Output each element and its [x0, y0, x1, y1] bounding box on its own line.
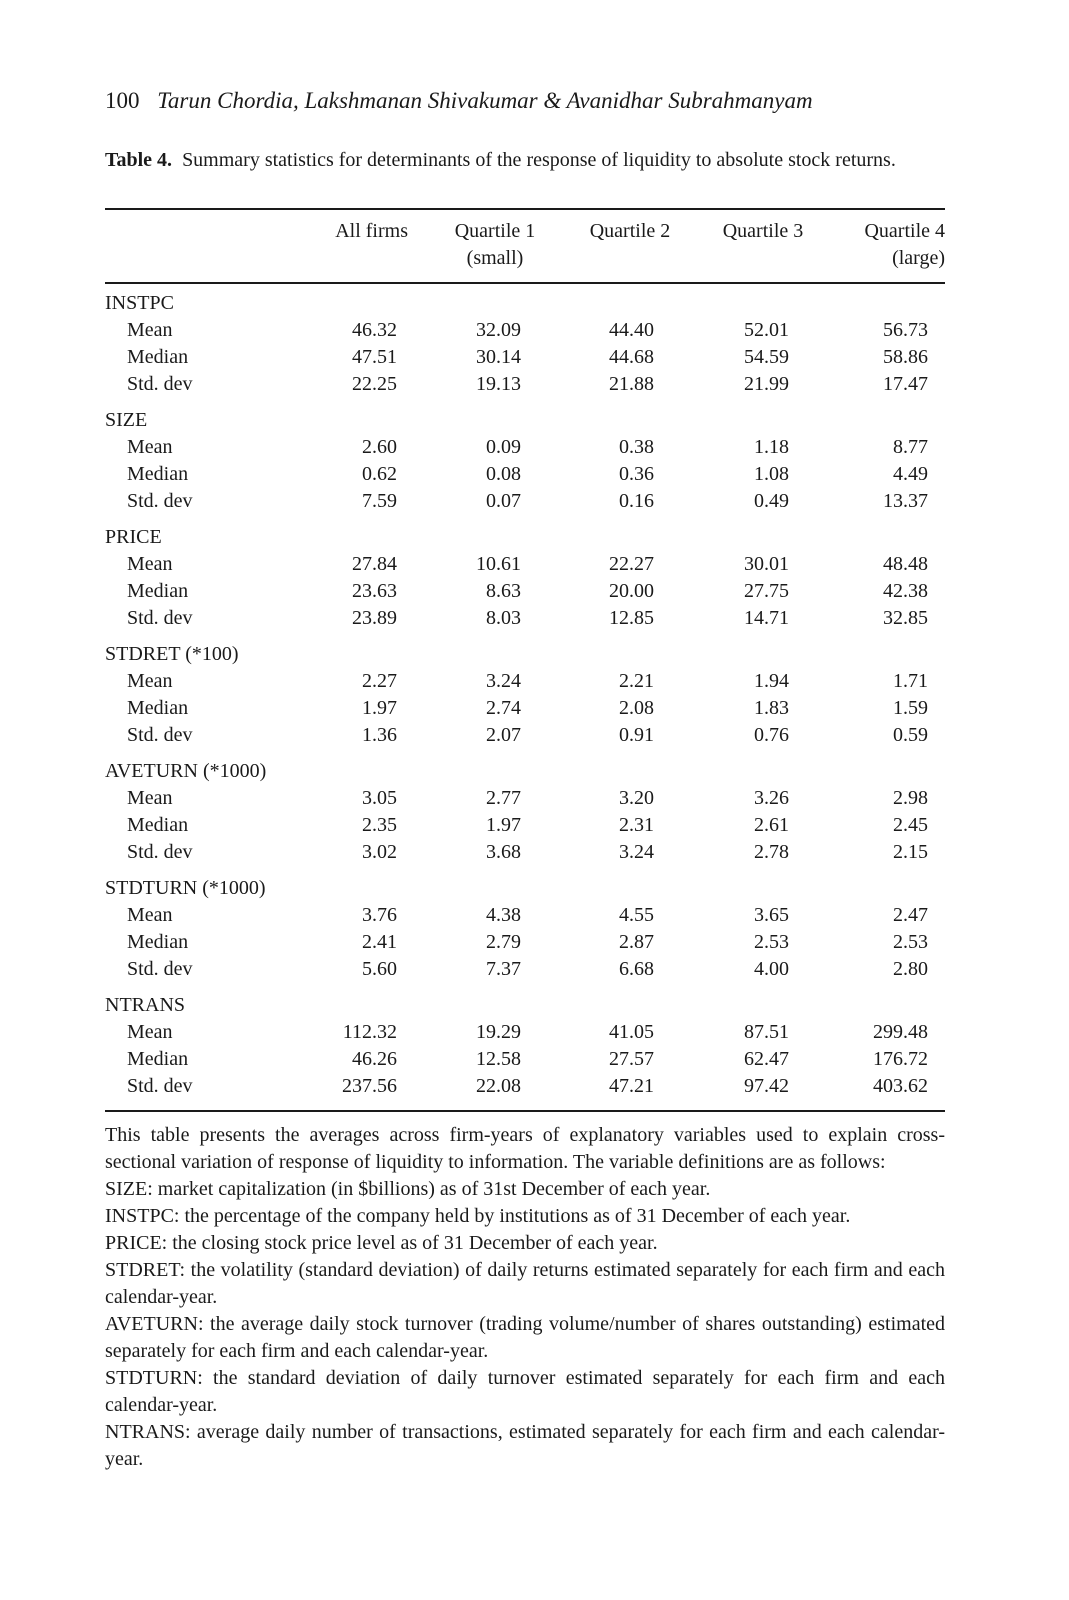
table-cell: 0.36: [619, 463, 654, 485]
table-cell: 2.08: [619, 697, 654, 719]
table-row: [105, 956, 945, 983]
table-row: [105, 668, 945, 695]
statistic-label: Std. dev: [127, 373, 193, 395]
table-row: [105, 344, 945, 371]
table-cell: 1.97: [486, 814, 521, 836]
column-header-line2: (small): [466, 247, 524, 269]
statistic-label: Mean: [127, 904, 173, 926]
table-cell: 20.00: [609, 580, 654, 602]
variable-group: [105, 524, 945, 632]
variable-group: [105, 758, 945, 866]
statistic-label: Mean: [127, 319, 173, 341]
table-cell: 3.24: [619, 841, 654, 863]
table-body: [105, 290, 945, 1100]
table-cell: 5.60: [362, 958, 397, 980]
table-cell: 3.65: [754, 904, 789, 926]
variable-name: PRICE: [105, 526, 162, 548]
table-cell: 19.29: [476, 1021, 521, 1043]
note-paragraph: This table presents the averages across firm-years of explanatory variables used to explain cross-sectional variation of response of liquidity to information. The variable definitions are as follows:: [105, 1124, 945, 1173]
table-cell: 2.31: [619, 814, 654, 836]
variable-group: [105, 992, 945, 1100]
table-cell: 7.59: [362, 490, 397, 512]
table-cell: 32.85: [883, 607, 928, 629]
table-cell: 12.58: [476, 1048, 521, 1070]
table-cell: 6.68: [619, 958, 654, 980]
table-cell: 0.38: [619, 436, 654, 458]
table-cell: 12.85: [609, 607, 654, 629]
table-cell: 1.59: [893, 697, 928, 719]
table-cell: 21.99: [744, 373, 789, 395]
table-cell: 47.21: [609, 1075, 654, 1097]
table-row: [105, 1046, 945, 1073]
table-cell: 2.79: [486, 931, 521, 953]
variable-name: INSTPC: [105, 292, 174, 314]
table-cell: 3.05: [362, 787, 397, 809]
table-row: [105, 461, 945, 488]
variable-group: [105, 290, 945, 398]
column-header: [575, 218, 685, 245]
statistic-label: Std. dev: [127, 958, 193, 980]
statistic-label: Mean: [127, 436, 173, 458]
table-cell: 2.61: [754, 814, 789, 836]
variable-name: STDRET (*100): [105, 643, 239, 665]
table-cell: 17.47: [883, 373, 928, 395]
table-cell: 403.62: [873, 1075, 928, 1097]
table-cell: 27.84: [352, 553, 397, 575]
table-cell: 58.86: [883, 346, 928, 368]
table-top-rule: [105, 208, 945, 210]
table-cell: 48.48: [883, 553, 928, 575]
column-header-line1: All firms: [335, 220, 408, 242]
statistic-label: Median: [127, 697, 189, 719]
table-cell: 1.97: [362, 697, 397, 719]
table-cell: 2.77: [486, 787, 521, 809]
table-row: [105, 695, 945, 722]
table-row: [105, 488, 945, 515]
table-cell: 21.88: [609, 373, 654, 395]
table-cell: 1.36: [362, 724, 397, 746]
table-cell: 41.05: [609, 1021, 654, 1043]
table-cell: 2.15: [893, 841, 928, 863]
table-cell: 1.18: [754, 436, 789, 458]
table-cell: 0.08: [486, 463, 521, 485]
table-cell: 46.32: [352, 319, 397, 341]
note-paragraph: PRICE: the closing stock price level as of 31 December of each year.: [105, 1232, 658, 1254]
table-cell: 8.77: [893, 436, 928, 458]
table-row: [105, 929, 945, 956]
table-row: [105, 785, 945, 812]
table-cell: 0.16: [619, 490, 654, 512]
table-row: [105, 578, 945, 605]
page-number: 100: [105, 88, 140, 113]
note-paragraph: STDRET: the volatility (standard deviation) of daily returns estimated separately for each firm and each calendar-year.: [105, 1259, 945, 1308]
table-cell: 2.53: [754, 931, 789, 953]
table-cell: 2.21: [619, 670, 654, 692]
table-cell: 10.61: [476, 553, 521, 575]
table-cell: 44.40: [609, 319, 654, 341]
table-cell: 1.83: [754, 697, 789, 719]
table-cell: 22.25: [352, 373, 397, 395]
table-cell: 56.73: [883, 319, 928, 341]
table-cell: 54.59: [744, 346, 789, 368]
column-header: [440, 218, 550, 272]
column-header-line1: Quartile 2: [589, 220, 671, 242]
column-header-line1: Quartile 3: [722, 220, 804, 242]
column-header: [708, 218, 818, 245]
statistic-label: Std. dev: [127, 724, 193, 746]
column-header: [835, 218, 945, 272]
header-rule: [105, 282, 945, 284]
caption-text: Summary statistics for determinants of the response of liquidity to absolute stock returns.: [182, 149, 896, 171]
table-cell: 4.38: [486, 904, 521, 926]
table-cell: 27.75: [744, 580, 789, 602]
statistic-label: Mean: [127, 1021, 173, 1043]
statistic-label: Std. dev: [127, 490, 193, 512]
table-cell: 2.80: [893, 958, 928, 980]
table-row: [105, 1073, 945, 1100]
table-cell: 8.63: [486, 580, 521, 602]
author-line: Tarun Chordia, Lakshmanan Shivakumar & Avanidhar Subrahmanyam: [157, 88, 813, 113]
table-row: [105, 812, 945, 839]
note-paragraph: SIZE: market capitalization (in $billions) as of 31st December of each year.: [105, 1178, 711, 1200]
table-cell: 1.94: [754, 670, 789, 692]
variable-group: [105, 641, 945, 749]
statistic-label: Std. dev: [127, 1075, 193, 1097]
table-cell: 8.03: [486, 607, 521, 629]
table-cell: 2.41: [362, 931, 397, 953]
table-cell: 0.09: [486, 436, 521, 458]
table-cell: 13.37: [883, 490, 928, 512]
table-cell: 2.87: [619, 931, 654, 953]
statistic-label: Mean: [127, 670, 173, 692]
table-cell: 4.49: [893, 463, 928, 485]
running-head: [105, 86, 813, 116]
table-row: [105, 605, 945, 632]
table-cell: 1.08: [754, 463, 789, 485]
table-cell: 2.60: [362, 436, 397, 458]
table-cell: 237.56: [342, 1075, 397, 1097]
note-paragraph: STDTURN: the standard deviation of daily turnover estimated separately for each firm and each calendar-year.: [105, 1367, 945, 1416]
table-cell: 62.47: [744, 1048, 789, 1070]
table-cell: 23.63: [352, 580, 397, 602]
statistic-label: Std. dev: [127, 607, 193, 629]
table-bottom-rule: [105, 1110, 945, 1112]
variable-group: [105, 407, 945, 515]
table-cell: 0.59: [893, 724, 928, 746]
table-cell: 22.27: [609, 553, 654, 575]
table-cell: 2.47: [893, 904, 928, 926]
note-paragraph: NTRANS: average daily number of transactions, estimated separately for each firm and each calendar-year.: [105, 1421, 945, 1470]
table-caption: [105, 147, 945, 174]
table-cell: 0.49: [754, 490, 789, 512]
table-cell: 87.51: [744, 1021, 789, 1043]
table-cell: 97.42: [744, 1075, 789, 1097]
table-cell: 46.26: [352, 1048, 397, 1070]
statistic-label: Median: [127, 463, 189, 485]
table-cell: 2.53: [893, 931, 928, 953]
variable-name: SIZE: [105, 409, 148, 431]
table-notes: [105, 1122, 945, 1473]
table-cell: 47.51: [352, 346, 397, 368]
table-cell: 52.01: [744, 319, 789, 341]
table-row: [105, 839, 945, 866]
table-label: Table 4.: [105, 149, 173, 171]
variable-group: [105, 875, 945, 983]
statistic-label: Median: [127, 814, 189, 836]
note-paragraph: INSTPC: the percentage of the company held by institutions as of 31 December of each year.: [105, 1205, 851, 1227]
table-cell: 3.24: [486, 670, 521, 692]
table-cell: 4.00: [754, 958, 789, 980]
table-cell: 112.32: [342, 1021, 397, 1043]
statistic-label: Median: [127, 1048, 189, 1070]
table-cell: 2.27: [362, 670, 397, 692]
table-cell: 23.89: [352, 607, 397, 629]
table-cell: 3.26: [754, 787, 789, 809]
table-cell: 0.76: [754, 724, 789, 746]
table-cell: 0.07: [486, 490, 521, 512]
table-cell: 2.78: [754, 841, 789, 863]
table-row: [105, 317, 945, 344]
statistic-label: Median: [127, 346, 189, 368]
table-cell: 14.71: [744, 607, 789, 629]
table-cell: 19.13: [476, 373, 521, 395]
column-header-line1: Quartile 4: [864, 220, 945, 242]
variable-name: AVETURN (*1000): [105, 760, 267, 782]
table-cell: 3.68: [486, 841, 521, 863]
table-row: [105, 1019, 945, 1046]
table-cell: 0.91: [619, 724, 654, 746]
table-cell: 0.62: [362, 463, 397, 485]
table-row: [105, 434, 945, 461]
variable-name: NTRANS: [105, 994, 186, 1016]
table-row: [105, 722, 945, 749]
table-cell: 3.76: [362, 904, 397, 926]
table-cell: 2.45: [893, 814, 928, 836]
table-row: [105, 902, 945, 929]
table-cell: 30.14: [476, 346, 521, 368]
table-row: [105, 551, 945, 578]
table-cell: 22.08: [476, 1075, 521, 1097]
statistic-label: Median: [127, 580, 189, 602]
table-row: [105, 371, 945, 398]
statistic-label: Std. dev: [127, 841, 193, 863]
table-cell: 1.71: [893, 670, 928, 692]
table-cell: 2.07: [486, 724, 521, 746]
table-cell: 3.20: [619, 787, 654, 809]
statistic-label: Median: [127, 931, 189, 953]
statistic-label: Mean: [127, 553, 173, 575]
column-header: [318, 218, 408, 245]
table-cell: 176.72: [873, 1048, 928, 1070]
table-cell: 299.48: [873, 1021, 928, 1043]
table-cell: 2.98: [893, 787, 928, 809]
table-cell: 7.37: [486, 958, 521, 980]
table-cell: 4.55: [619, 904, 654, 926]
table-cell: 30.01: [744, 553, 789, 575]
variable-name: STDTURN (*1000): [105, 877, 266, 899]
column-header-line1: Quartile 1: [454, 220, 536, 242]
table-cell: 32.09: [476, 319, 521, 341]
column-header-line2: (large): [892, 247, 945, 269]
table-cell: 42.38: [883, 580, 928, 602]
table-cell: 3.02: [362, 841, 397, 863]
table-cell: 2.35: [362, 814, 397, 836]
table-cell: 44.68: [609, 346, 654, 368]
table-cell: 27.57: [609, 1048, 654, 1070]
note-paragraph: AVETURN: the average daily stock turnover (trading volume/number of shares outstanding) estimated separately for each firm and each calendar-year.: [105, 1313, 945, 1362]
table-cell: 2.74: [486, 697, 521, 719]
statistic-label: Mean: [127, 787, 173, 809]
